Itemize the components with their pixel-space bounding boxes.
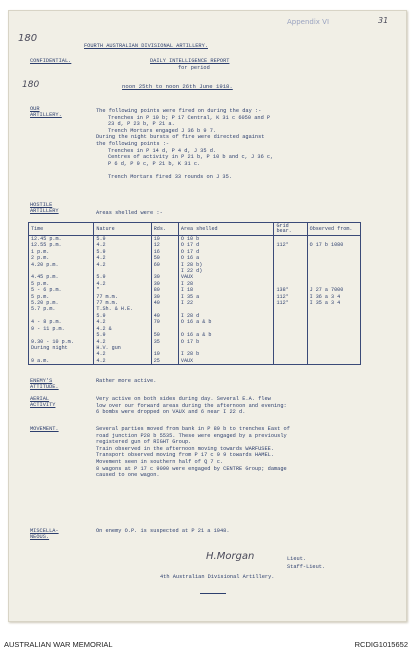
appendix-stamp: Appendix VI [287,18,330,26]
table-cell: 35 [151,339,178,345]
section-line: caused to one wagon. [96,472,160,479]
section-line: Train observed in the afternoon moving towards WARFUSEE. [96,445,275,452]
table-cell: 2 p.m. [29,255,94,261]
table-cell: 12.45 p.m. [29,236,94,243]
table-cell: 4.20 p.m. [29,262,94,268]
table-cell: I 28 b [178,351,274,357]
table-cell: O 17 b 1080 [307,242,360,248]
table-cell: 9 a.m. [29,358,94,365]
footer-id: RCDIG1015652 [354,640,408,649]
table-cell: 30 [151,294,178,300]
table-cell: O 17 b [178,339,274,345]
table-cell: 70 [151,319,178,325]
table-cell: VAUX [178,274,274,280]
table-cell: 4.2 [94,242,151,248]
our-artillery-line: Centres of activity in P 21 b, P 10 b and c, J 36 c, [108,154,274,161]
table-cell: 4.2 [94,262,151,268]
table-cell: 4.2 [94,255,151,261]
table-row [29,358,361,365]
table-cell: 30 [151,281,178,287]
table-cell: 4 - 8 p.m. [29,319,94,325]
section-line: Movement seen in southern half of Q 7 c. [96,459,224,465]
table-cell: 77 m.m. [94,300,151,306]
table-cell: O 10 b [178,236,274,243]
table-cell: 112° [274,294,307,300]
section-label-our-artillery: OUR ARTILLERY. [30,106,62,119]
signature-unit: 4th Australian Divisional Artillery. [160,574,275,580]
table-cell: 5 p.m. [29,281,94,287]
our-artillery-line: P 6 d, P 9 c, P 21 b, K 31 c. [108,160,201,167]
page-number: 31 [378,16,389,25]
table-cell: O 17 d [178,242,274,248]
table-cell: 5 p.m. [29,294,94,300]
table-cell: T.Sh. & H.E. [94,306,151,312]
table-cell: 50 [151,332,178,338]
table-cell: VAUX [178,358,274,365]
our-artillery-line: Trench Mortars fired 33 rounds on J 35. [108,174,232,180]
table-cell: 12 [151,242,178,248]
footer-archive: AUSTRALIAN WAR MEMORIAL [4,640,113,649]
table-cell: 40 [151,300,178,306]
table-cell: 5.7 p.m. [29,306,94,312]
table-row [29,236,361,243]
section-line: registered gun of RIGHT Group. [96,439,192,446]
signature-rank1: Lieut. [287,556,307,562]
signature: H.Morgan [206,551,255,562]
shelling-table-header [29,223,361,236]
col-time: Time [29,223,94,236]
table-cell: 5 - 6 p.m. [29,287,94,293]
table-cell [274,236,307,243]
table-cell: 9.30 - 10 p.m. [29,339,94,345]
table-cell: 138° [274,287,307,293]
section-line: On enemy O.P. is suspected at P 21 a 1048. [96,528,230,534]
table-cell: 10 [151,351,178,357]
table-cell: 5.9 [94,236,151,243]
table-cell: I 28 [178,281,274,287]
table-cell: 1 p.m. [29,249,94,255]
section-line: Very active on both sides during day. Several E.A. flew [96,396,271,402]
table-cell: I 28 d [178,313,274,319]
table-cell: 4.2 [94,358,151,365]
section-line: 6 bombs were dropped on VAUX and 6 near I 22 d. [96,409,246,416]
pencil-number-top: 180 [18,33,38,44]
shelling-table [28,222,361,365]
table-cell: I 35 a [178,294,274,300]
table-cell: 4.2 [94,319,151,325]
hostile-intro: Areas shelled were :- [96,210,163,216]
table-cell: 9 - 11 p.m. [29,326,94,332]
table-cell: 4.2 [94,281,151,287]
table-cell: O 17 d [178,249,274,255]
table-cell: 4.2 [94,339,151,345]
table-cell: 5.9 [94,313,151,319]
section-line: Rather more active. [96,378,157,384]
table-cell: O 16 a [178,255,274,261]
section-line: Several parties moved from bank in P 89 b to trenches East of [96,426,290,432]
section-label: MISCELLA-NEOUS. [30,528,59,541]
table-cell: I 22 d) [178,268,274,274]
table-cell: I 35 a 3 4 [307,300,360,306]
table-cell: 80 [151,287,178,293]
table-cell: 60 [151,262,178,268]
closing-rule [200,593,226,594]
section-label: MOVEMENT. [30,426,59,432]
table-cell: O 16 a & b [178,332,274,338]
table-cell [274,358,307,365]
table-cell: I 22 [178,300,274,306]
col-nature: Nature [94,223,151,236]
section-label: AERIAL ACTIVITY [30,396,56,409]
table-cell: 10 [151,236,178,243]
report-period: noon 25th to noon 26th June 1918. [122,83,233,90]
table-cell: I 28 b) [178,262,274,268]
our-artillery-line: Trenches in P 10 b; P 17 Central, K 31 c 6050 and P [108,114,271,121]
table-cell: I 18 [178,287,274,293]
report-subtitle: for period [178,65,210,71]
table-cell: 50 [151,255,178,261]
classification: CONFIDENTIAL. [30,58,72,64]
our-artillery-line: During the night bursts of fire were directed against [96,134,265,141]
table-cell: 12.55 p.m. [29,242,94,248]
table-cell: 112° [274,242,307,248]
table-cell: 30 [151,274,178,280]
col-rds: Rds. [151,223,178,236]
table-cell: 4.45 p.m. [29,274,94,280]
table-cell: 16 [151,249,178,255]
section-line: 8 wagons at P 17 c 9090 were engaged by CENTRE Group; damage [96,465,287,472]
our-artillery-line: 23 d, P 23 b, P 21 a. [108,121,175,128]
col-observed: Observed from. [307,223,360,236]
signature-rank2: Staff-Lieut. [287,564,326,570]
report-title: DAILY INTELLIGENCE REPORT [150,58,230,64]
col-area: Area shelled [178,223,274,236]
table-cell [307,236,360,243]
section-line: low over our forward areas during the afternoon and evening: [96,402,287,409]
table-cell: 4.2 [94,351,151,357]
section-line: road junction P28 b 5535. These were engaged by a previously [96,432,287,439]
our-artillery-line: the following points :- [96,141,170,147]
table-cell: H.V. gun [94,345,151,351]
table-cell: 25 [151,358,178,365]
table-cell: 112° [274,300,307,306]
section-line: Transport observed moving from P 17 c 9 9 towards HAMEL. [96,452,275,459]
table-cell: 5.9 [94,332,151,338]
table-cell: 40 [151,313,178,319]
pencil-number-mid: 180 [22,80,40,90]
table-cell: I 36 a 3 4 [307,294,360,300]
org-heading: FOURTH AUSTRALIAN DIVISIONAL ARTILLERY. [84,43,208,49]
table-cell: 4.2 & [94,326,151,332]
col-grid: Grid bear. [274,223,307,236]
our-artillery-line: The following points were fired on during the day :- [96,108,262,114]
table-cell: J 27 a 7000 [307,287,360,293]
table-cell [307,358,360,365]
table-cell: 5.20 p.m. [29,300,94,306]
section-label-hostile-artillery: HOSTILE ARTILLERY [30,202,59,215]
table-cell: O 16 a & b [178,319,274,325]
our-artillery-line: Trenches in P 14 d, P 4 d, J 35 d. [108,147,217,154]
section-label: ENEMY'S ATTITUDE. [30,378,59,391]
our-artillery-line: Trench Mortars engaged J 36 b 9 7. [108,127,217,134]
table-cell: " [94,287,151,293]
table-cell: During night [29,345,94,351]
table-cell: 5.9 [94,274,151,280]
table-cell: 77 m.m. [94,294,151,300]
table-cell: 5.9 [94,249,151,255]
